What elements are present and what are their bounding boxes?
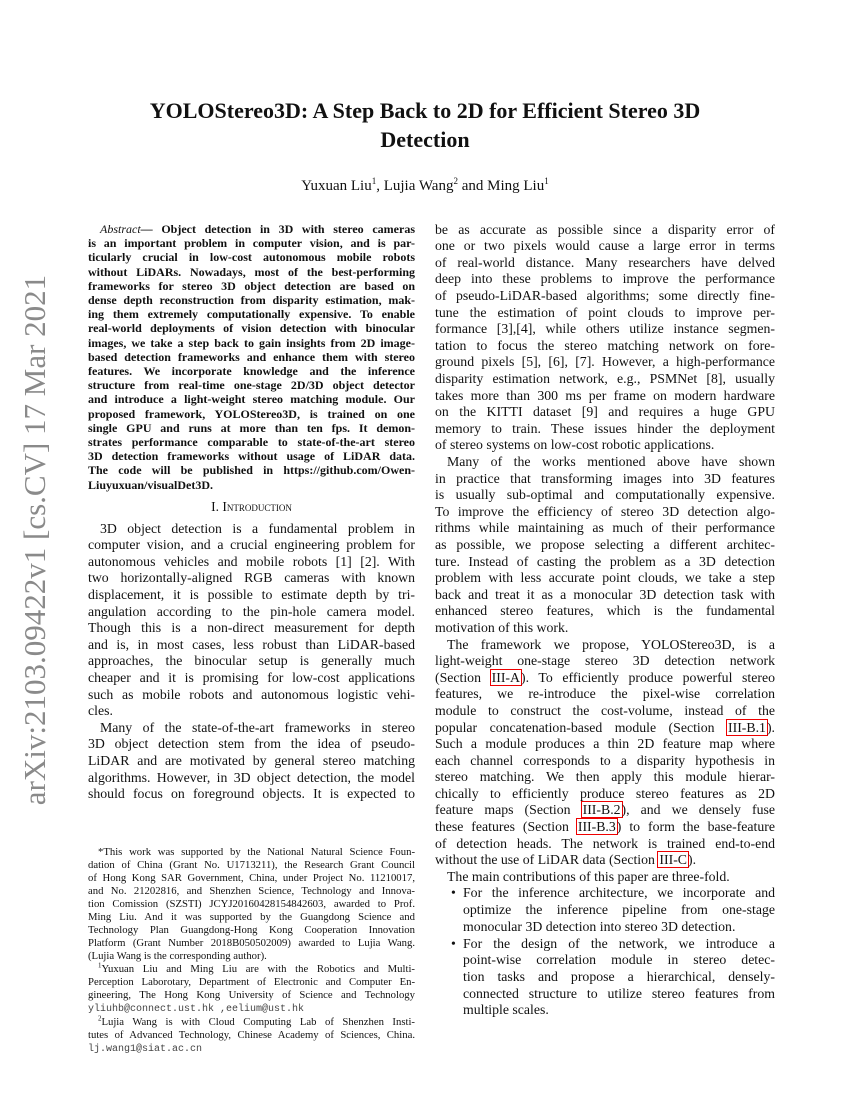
bullet-icon: • (451, 885, 456, 901)
text-line: cheaper and it is promising for low-cost applications (88, 670, 415, 686)
text-line: tion Comission (SZSTI) JCYJ20160428154842603, awarded to Prof. (88, 897, 415, 910)
text-line: and No. 21202816, and Shenzhen Science, Technology and Innova- (88, 884, 415, 897)
introduction-text (88, 521, 415, 803)
text-line: dense depth reconstruction from disparity estimation, mak- (88, 293, 415, 308)
text-line: each channel corresponds to a disparity hypothesis in (435, 752, 775, 768)
section-reference-link[interactable]: III-C (659, 852, 687, 868)
text-segment: Lujia Wang is with Cloud Computing Lab of Shenzhen Insti- (101, 1016, 415, 1029)
text-line: of Hong Kong SAR Government, China, under Project No. 11210017, (88, 871, 415, 884)
text-line: based detection frameworks and enhance them with stereo (88, 349, 415, 364)
paragraph (88, 521, 415, 720)
paragraph (435, 637, 775, 869)
text-segment: these features (Section (435, 819, 577, 835)
text-line (435, 720, 775, 737)
text-line: tation to focus the stereo matching network on fore- (435, 337, 775, 353)
text-line: of detection heads. The network is trained end-to-end (435, 835, 775, 851)
text-line: in practice that transforming images into 3D features (435, 470, 775, 486)
text-line: formance [3],[4], while others utilize instance segmen- (435, 321, 775, 337)
text-segment: popular concatenation-based module (Section (435, 719, 728, 735)
text-line: disparity estimation network, e.g., PSMNet [8], usually (435, 371, 775, 387)
text-line: problem with less accurate point clouds, we take a step (435, 570, 775, 586)
email-address: lj.wang1@siat.ac.cn (88, 1044, 203, 1056)
text-line: features. We incorporate knowledge and the inference (88, 364, 415, 379)
text-line: optimize the inference pipeline from one-stage (463, 902, 775, 918)
text-line: motivation of this work. (435, 619, 569, 635)
text-line: Platform (Grant Number 2018B050502009) awarded to Lujia Wang. (88, 936, 415, 949)
text-line: and is, in most cases, less robust than LiDAR-based (88, 636, 415, 652)
footnote-mark: 1 (98, 961, 102, 970)
text-line (435, 802, 775, 819)
text-segment: feature maps (Section (435, 802, 582, 818)
paper-title-line-2: Detection (380, 126, 470, 152)
text-line: *This work was supported by the National Natural Science Foun- (98, 845, 415, 858)
text-line (88, 1002, 415, 1016)
text-segment: — Object detection in 3D with stereo cameras (140, 222, 415, 236)
text-line (88, 1042, 415, 1056)
text-line: The code will be published in https://github.com/Owen- (88, 463, 415, 478)
text-line: ticularly crucial in low-cost autonomous mobile robots (88, 250, 415, 265)
text-line: be as accurate as possible since a disparity error of (435, 221, 775, 237)
text-line: chically to efficiently produce stereo features as 2D (435, 785, 775, 801)
text-line: light-weight one-stage stereo 3D detection network (435, 653, 775, 669)
text-line: Though this is a non-direct measurement for depth (88, 620, 415, 636)
text-line: displacement, it is possible to estimate depth by tri- (88, 587, 415, 603)
text-line: structure from real-time one-stage 2D/3D object detector (88, 378, 415, 393)
section-reference-link[interactable]: III-B.2 (582, 802, 621, 818)
text-line: angulation according to the pin-hole camera model. (88, 603, 415, 619)
text-line: The framework we propose, YOLOStereo3D, is a (447, 636, 775, 652)
text-line: memory to train. These issues hinder the deployment (435, 420, 775, 436)
text-line: module to construct the cost-volume, instead of the (435, 702, 775, 718)
paragraph (88, 846, 415, 964)
author-affiliation-mark: 1 (371, 176, 377, 186)
text-line: tune the estimation of point clouds to improve per- (435, 304, 775, 320)
text-line: 3D object detection is a fundamental problem in (100, 520, 415, 536)
text-segment: ), and we densely fuse (621, 802, 775, 818)
text-line: on the KITTI dataset [9] and requires a huge GPU (435, 404, 775, 420)
text-segment: without the use of LiDAR data (Section (435, 852, 659, 868)
text-line (435, 670, 775, 687)
text-line: of real-world distance. Many researchers have delved (435, 254, 775, 270)
text-line: Ming Liu. And it was supported by the Guangdong Science and (88, 910, 415, 923)
text-segment: ) to form the base-feature (616, 819, 775, 835)
paper-title-line-1: YOLOStereo3D: A Step Back to 2D for Efficient Stereo 3D (149, 97, 701, 123)
text-line: and introduce a light-weight stereo matching module. Our (88, 392, 415, 407)
text-line: ing them extremely computationally expensive. To enable (88, 307, 415, 322)
author-affiliation-mark: 2 (453, 176, 458, 186)
text-segment: ). (688, 852, 697, 868)
author-name: Yuxuan Liu (301, 178, 372, 194)
text-line: back and treat it as a monocular 3D detection task with (435, 586, 775, 602)
text-line: as possible, we propose selecting a different architec- (435, 536, 775, 552)
paragraph (88, 222, 415, 492)
author-name: Ming Liu (487, 178, 545, 194)
right-column-text (435, 222, 775, 1019)
author-name: Lujia Wang (383, 178, 454, 194)
text-line: cles. (88, 703, 113, 719)
text-line: connected structure to utilize stereo features from (463, 985, 775, 1001)
text-line: Liuyuxuan/visualDet3D. (88, 477, 214, 492)
text-segment: Yuxuan Liu and Ming Liu are with the Robotics and Multi- (101, 963, 415, 976)
text-line: To improve the efficiency of stereo 3D detection algo- (435, 503, 775, 519)
abstract-label: Abstract (100, 222, 141, 236)
paragraph (435, 454, 775, 637)
text-line: (Lujia Wang is the corresponding author). (88, 950, 267, 962)
text-line: multiple scales. (463, 1002, 549, 1018)
text-line: For the inference architecture, we incorporate and (463, 885, 775, 901)
text-line: Many of the state-of-the-art frameworks in stereo (100, 719, 415, 735)
bullet-icon: • (451, 935, 456, 951)
paragraph (435, 869, 775, 886)
paragraph (88, 963, 415, 1016)
text-line: two horizontally-aligned RGB cameras with known (88, 570, 415, 586)
author-separator: , (376, 178, 384, 194)
text-line (88, 963, 415, 976)
text-line: algorithms. However, in 3D object detection, the model (88, 769, 415, 785)
text-line: approaches, the binocular setup is generally much (88, 653, 415, 669)
bullet-item (435, 936, 775, 1019)
text-line: point-wise correlation module in stereo detec- (463, 952, 775, 968)
paragraph (88, 1016, 415, 1056)
text-line: Many of the works mentioned above have shown (447, 454, 775, 469)
text-line: images, we take a step back to gain insights from 2D image- (88, 335, 415, 350)
text-line (88, 222, 415, 236)
abstract (88, 222, 415, 492)
text-line: such as mobile robots and autonomous logistic vehi- (88, 686, 415, 702)
paragraph (435, 222, 775, 454)
footnote-mark: 2 (98, 1014, 102, 1023)
bullet-item (435, 885, 775, 935)
arxiv-identifier-stamp: arXiv:2103.09422v1 [cs.CV] 17 Mar 2021 (17, 274, 52, 806)
text-line: dation of China (Grant No. U1713211), the Research Grant Council (88, 858, 415, 871)
text-line: monocular 3D detection into stereo 3D detection. (463, 918, 736, 934)
text-line: real-world deployments of vision detection with binocular (88, 321, 415, 336)
author-separator: and (457, 178, 488, 194)
text-line: of pseudo-LiDAR-based algorithms; some directly fine- (435, 288, 775, 304)
text-segment: ). To efficiently produce powerful stereo (520, 669, 776, 685)
text-line: gineering, The Hong Kong University of Science and Technology (88, 989, 415, 1002)
section-reference-link[interactable]: III-B.1 (728, 719, 766, 735)
text-line: tutes of Advanced Technology, Chinese Academy of Sciences, China. (88, 1029, 415, 1042)
text-line: ground pixels [5], [6], [7]. However, a high-performance (435, 354, 775, 370)
text-line (435, 852, 775, 869)
text-line: For the design of the network, we introduce a (463, 935, 775, 951)
section-reference-link[interactable]: III-A (491, 669, 520, 685)
section-reference-link[interactable]: III-B.3 (577, 819, 616, 835)
text-line: stereo matching. We then apply this module hierar- (435, 769, 775, 785)
text-line: of stereo systems on low-cost robotic applications. (435, 437, 715, 453)
text-line: The main contributions of this paper are three-fold. (447, 868, 730, 884)
text-line: autonomous vehicles and mobile robots [1] [2]. With (88, 553, 415, 569)
email-address: yliuhb@connect.ust.hk ,eelium@ust.hk (88, 1004, 305, 1016)
text-line: computer vision, and a crucial engineering problem for (88, 537, 415, 553)
text-line: is usually sub-optimal and computationally expensive. (435, 487, 775, 503)
text-line: strates performance comparable to state-of-the-art stereo (88, 435, 415, 450)
text-line: is an important problem in computer vision, and is par- (88, 236, 415, 251)
text-line: ture. Instead of casting the problem as a 3D detection (435, 553, 775, 569)
text-segment: (Section (435, 669, 491, 685)
text-line: LiDAR and are motivated by general stereo matching (88, 753, 415, 768)
text-line: should focus on foreground objects. It is expected to (88, 786, 415, 802)
text-line (88, 1016, 415, 1029)
text-line (435, 819, 775, 836)
text-line: takes more than 300 ms per frame on modern hardware (435, 387, 775, 403)
text-line: Perception Laborotary, Department of Electronic and Computer En- (88, 976, 415, 989)
text-line: tion tasks and propose a hierarchical, densely- (463, 968, 775, 984)
text-line: Technology Plan Guangdong-Hong Kong Cooperation Innovation (88, 923, 415, 936)
text-line: Such a module produces a thin 2D feature map where (435, 736, 775, 752)
footnotes (88, 846, 415, 1057)
text-line: 3D object detection stem from the idea of pseudo- (88, 736, 415, 752)
author-list (0, 176, 850, 196)
text-line: one or two pixels would cause a large error in terms (435, 238, 775, 254)
text-line: features, we re-introduce the pixel-wise correlation (435, 686, 775, 702)
text-line: frameworks for stereo 3D object detection are based on (88, 278, 415, 293)
text-line: without LiDARs. Nowadays, most of the best-performing (88, 264, 415, 279)
text-line: single GPU and runs at more than ten fps. It demon- (88, 420, 415, 435)
text-line: deep into these problems to improve the performance (435, 271, 775, 287)
text-line: 3D detection frameworks without usage of LiDAR data. (88, 449, 415, 464)
text-segment: ). (766, 719, 775, 735)
text-line: rithms while maintaining as much of their performance (435, 520, 775, 536)
text-line: enhanced stereo features, which is the fundamental (435, 603, 775, 619)
paragraph (88, 720, 415, 803)
author-affiliation-mark: 1 (544, 176, 549, 186)
section-heading-introduction: I. Introduction (211, 499, 292, 514)
text-line: proposed framework, YOLOStereo3D, is trained on one (88, 406, 415, 421)
